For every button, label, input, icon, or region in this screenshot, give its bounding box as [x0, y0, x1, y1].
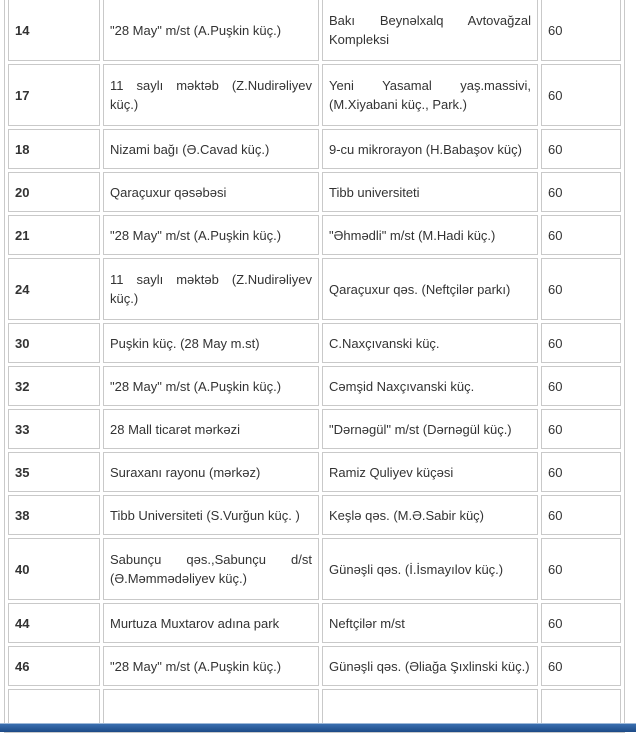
- bus-routes-table: [4, 0, 625, 733]
- route-end-cell: C.Naxçıvanski küç.: [322, 323, 538, 363]
- route-end-cell: Bakı Beynəlxalq Avtovağzal Kompleksi: [322, 0, 538, 61]
- route-end-cell: Günəşli qəs. (İ.İsmayılov küç.): [322, 538, 538, 600]
- route-interval-cell: 60: [541, 215, 621, 255]
- route-interval-cell: 60: [541, 538, 621, 600]
- route-interval-cell: 60: [541, 366, 621, 406]
- table-row: [8, 409, 621, 449]
- route-number-cell: 24: [8, 258, 100, 320]
- route-number-cell: 20: [8, 172, 100, 212]
- table-row: [8, 215, 621, 255]
- route-start-cell: Qaraçuxur qəsəbəsi: [103, 172, 319, 212]
- table-row: [8, 172, 621, 212]
- route-interval-cell: 60: [541, 495, 621, 535]
- route-start-cell: "28 May" m/st (A.Puşkin küç.): [103, 366, 319, 406]
- route-number-cell: 40: [8, 538, 100, 600]
- route-end-cell: "Dərnəgül" m/st (Dərnəgül küç.): [322, 409, 538, 449]
- table-row: [8, 538, 621, 600]
- route-number-cell: 14: [8, 0, 100, 61]
- route-start-cell: 28 Mall ticarət mərkəzi: [103, 409, 319, 449]
- route-interval-cell: 60: [541, 452, 621, 492]
- table-row: [8, 129, 621, 169]
- table-row: [8, 495, 621, 535]
- route-end-cell: Qaraçuxur qəs. (Neftçilər parkı): [322, 258, 538, 320]
- route-interval-cell: 60: [541, 603, 621, 643]
- route-end-cell: Cəmşid Naxçıvanski küç.: [322, 366, 538, 406]
- table-row: [8, 64, 621, 126]
- route-interval-cell: 60: [541, 258, 621, 320]
- route-number-cell: 18: [8, 129, 100, 169]
- route-end-cell: Yeni Yasamal yaş.massivi, (M.Xiyabani küç., Park.): [322, 64, 538, 126]
- route-number-cell: 38: [8, 495, 100, 535]
- table-row: [8, 0, 621, 61]
- route-start-cell: 11 saylı məktəb (Z.Nudirəliyev küç.): [103, 258, 319, 320]
- route-end-cell: Günəşli qəs. (Əliağa Şıxlinski küç.): [322, 646, 538, 686]
- route-start-cell: 11 saylı məktəb (Z.Nudirəliyev küç.): [103, 64, 319, 126]
- route-number-cell: 30: [8, 323, 100, 363]
- route-number-cell: 21: [8, 215, 100, 255]
- table-body: [8, 0, 621, 729]
- route-start-cell: "28 May" m/st (A.Puşkin küç.): [103, 646, 319, 686]
- route-number-cell: 44: [8, 603, 100, 643]
- route-start-cell: Tibb Universiteti (S.Vurğun küç. ): [103, 495, 319, 535]
- table-row: [8, 603, 621, 643]
- table-row: [8, 452, 621, 492]
- route-end-cell: Keşlə qəs. (M.Ə.Sabir küç): [322, 495, 538, 535]
- route-interval-cell: 60: [541, 409, 621, 449]
- route-end-cell: 9-cu mikrorayon (H.Babaşov küç): [322, 129, 538, 169]
- taskbar: [0, 723, 636, 732]
- route-number-cell: 33: [8, 409, 100, 449]
- table-row: [8, 323, 621, 363]
- route-start-cell: Suraxanı rayonu (mərkəz): [103, 452, 319, 492]
- route-start-cell: Nizami bağı (Ə.Cavad küç.): [103, 129, 319, 169]
- table-row: [8, 258, 621, 320]
- route-end-cell: Ramiz Quliyev küçəsi: [322, 452, 538, 492]
- route-end-cell: Neftçilər m/st: [322, 603, 538, 643]
- route-interval-cell: 60: [541, 646, 621, 686]
- route-interval-cell: 60: [541, 0, 621, 61]
- table-row: [8, 366, 621, 406]
- route-start-cell: "28 May" m/st (A.Puşkin küç.): [103, 0, 319, 61]
- route-start-cell: Puşkin küç. (28 May m.st): [103, 323, 319, 363]
- table-row: [8, 646, 621, 686]
- route-start-cell: Murtuza Muxtarov adına park: [103, 603, 319, 643]
- route-end-cell: Tibb universiteti: [322, 172, 538, 212]
- route-start-cell: Sabunçu qəs.,Sabunçu d/st (Ə.Məmmədəliyev küç.): [103, 538, 319, 600]
- route-number-cell: 17: [8, 64, 100, 126]
- route-end-cell: "Əhmədli" m/st (M.Hadi küç.): [322, 215, 538, 255]
- route-number-cell: 35: [8, 452, 100, 492]
- route-start-cell: "28 May" m/st (A.Puşkin küç.): [103, 215, 319, 255]
- route-interval-cell: 60: [541, 323, 621, 363]
- route-number-cell: 32: [8, 366, 100, 406]
- route-interval-cell: 60: [541, 129, 621, 169]
- route-interval-cell: 60: [541, 172, 621, 212]
- route-number-cell: 46: [8, 646, 100, 686]
- route-interval-cell: 60: [541, 64, 621, 126]
